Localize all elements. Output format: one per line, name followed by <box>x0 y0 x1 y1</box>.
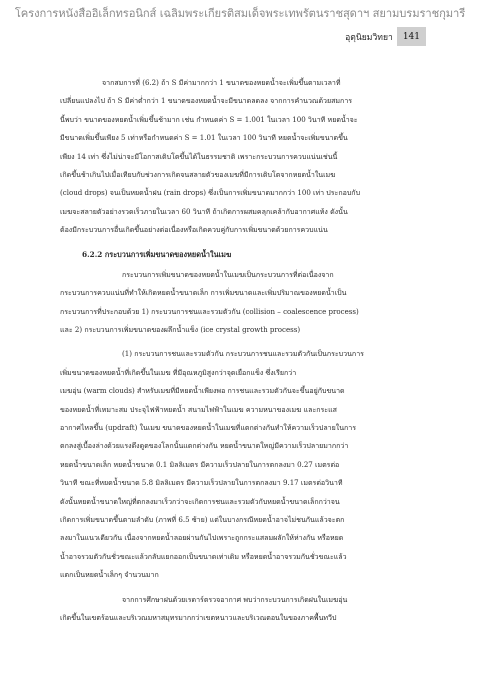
section-heading: 6.2.2 กระบวนการเพิ่มขนาดของหยดน้ำในเมฆ <box>82 249 232 259</box>
paragraph-line: จากการศึกษาฝนด้วยเรดาร์ตรวจอากาศ พบว่ากระบวนการเกิดฝนในเมฆอุ่น <box>122 594 348 604</box>
paragraph-line: เกิดการเพิ่มขนาดขึ้นตามลำดับ (ภาพที่ 6.5 ซ้าย) แต่ในบางกรณีหยดน้ำอาจไม่ชนกันแล้วจะตก <box>60 514 345 524</box>
paragraph-line: กระบวนการควบแน่นที่ทำให้เกิดหยดน้ำขนาดเล็ก การเพิ่มขนาดและเพิ่มปริมาณของหยดน้ำเป็น <box>60 288 347 298</box>
paragraph-line: กระบวนการที่ประกอบด้วย 1) กระบวนการชนและรวมตัวกัน (collision – coalescence process) <box>60 306 359 316</box>
paragraph-line: น้ำอาจรวมตัวกันชั่วขณะแล้วกลับแยกออกเป็นขนาดเท่าเดิม หรือหยดน้ำอาจรวมกันชั่วขณะแล้ว <box>60 551 347 561</box>
paragraph-line: เพียง 14 เท่า ซึ่งไม่น่าจะมีโอกาสเติบโตขึ้นได้ในธรรมชาติ เพราะกระบวนการควบแน่นเช่นนี้ <box>60 151 338 161</box>
paragraph-line: มีขนาดเพิ่มขึ้นเพียง 5 เท่าหรือกำหนดค่า S = 1.01 ในเวลา 100 วินาที หยดน้ำจะเพิ่มขนาดขึ้น <box>60 133 348 143</box>
paragraph-line: นี้พบว่า ขนาดของหยดน้ำเพิ่มขึ้นช้ามาก เช่น กำหนดค่า S = 1.001 ในเวลา 100 วินาที หยดน้ำจะ <box>60 114 358 124</box>
paragraph-line: เพิ่มขนาดของหยดน้ำที่เกิดขึ้นในเมฆ ที่มีอุณหภูมิสูงกว่าจุดเยือกแข็ง ซึ่งเรียกว่า <box>60 367 297 377</box>
paragraph-line: (1) กระบวนการชนและรวมตัวกัน กระบวนการชนและรวมตัวกันเป็นกระบวนการ <box>122 349 364 359</box>
paragraph-3 <box>60 345 420 584</box>
paragraph-line: ลงมาในแนวเดียวกัน เนื่องจากหยดน้ำลอยผ่านกันไปเพราะถูกกระแสลมผลักให้ห่างกัน หรือหยด <box>60 533 344 543</box>
paragraph-line: ตกลงสู่เบื้องล่างด้วยแรงดึงดูดของโลกนั้นแตกต่างกัน หยดน้ำขนาดใหญ่มีความเร็วปลายมากกว่า <box>60 441 349 451</box>
paragraph-line: ดังนั้นหยดน้ำขนาดใหญ่ที่ตกลงมาเร็วกว่าจะเกิดการชนและรวมตัวกับหยดน้ำขนาดเล็กกว่าจน <box>60 496 340 506</box>
paragraph-line: (cloud drops) จนเป็นหยดน้ำฝน (rain drops) ซึ่งเป็นการเพิ่มขนาดมากกว่า 100 เท่า ประกอบกับ <box>60 188 361 198</box>
paragraph-line: เกิดขึ้นในเขตร้อนและบริเวณมหาสมุทรมากกว่าเขตหนาวและบริเวณตอนในของภาคพื้นทวีป <box>60 612 337 622</box>
running-head-title: อุตุนิยมวิทยา <box>345 32 393 43</box>
paragraph-line: ของหยดน้ำที่เหมาะสม ประจุไฟฟ้าหยดน้ำ สนามไฟฟ้าในเมฆ ความหนาของเมฆ และกระแส <box>60 404 337 414</box>
paragraph-line: กระบวนการเพิ่มขนาดของหยดน้ำในเมฆเป็นกระบวนการที่ต่อเนื่องจาก <box>122 269 334 279</box>
paragraph-line: และ 2) กระบวนการเพิ่มขนาดของผลึกน้ำแข็ง (ice crystal growth process) <box>60 325 301 335</box>
paragraph-line: เมฆจะสลายตัวอย่างรวดเร็วภายในเวลา 60 วินาที ถ้าเกิดการผสมคลุกเคล้ากับอากาศแห้ง ดังนั้น <box>60 206 348 216</box>
paragraph-line: เปลี่ยนแปลงไป ถ้า S มีค่าต่ำกว่า 1 ขนาดของหยดน้ำจะมีขนาดลดลง จากการคำนวณด้วยสมการ <box>60 96 353 106</box>
paragraph-2 <box>60 266 420 340</box>
page-body <box>60 74 420 627</box>
paragraph-4 <box>60 591 420 628</box>
book-project-banner: โครงการหนังสืออิเล็กทรอนิกส์ เฉลิมพระเกียรติสมเด็จพระเทพรัตนราชสุดาฯ สยามบรมราชกุมารี <box>14 7 466 20</box>
paragraph-line: จากสมการที่ (6.2) ถ้า S มีค่ามากกว่า 1 ขนาดของหยดน้ำจะเพิ่มขึ้นตามเวลาที่ <box>102 78 341 87</box>
page-number: 141 <box>397 27 426 46</box>
paragraph-line: อากาศไหลขึ้น (updraft) ในเมฆ ขนาดของหยดน้ำในเมฆที่แตกต่างกันทำให้ความเร็วปลายในการ <box>60 423 357 433</box>
paragraph-line: เมฆอุ่น (warm clouds) สำหรับเมฆที่มีหยดน้ำเพียงพอ การชนและรวมตัวกันจะขึ้นอยู่กับขนาด <box>60 386 345 396</box>
paragraph-line: หยดน้ำขนาดเล็ก หยดน้ำขนาด 0.1 มิลลิเมตร มีความเร็วปลายในการตกลงมา 0.27 เมตรต่อ <box>60 459 340 469</box>
paragraph-line: วินาที ขณะที่หยดน้ำขนาด 5.8 มิลลิเมตร มีความเร็วปลายในการตกลงมา 9.17 เมตรต่อวินาที <box>60 478 343 488</box>
paragraph-1 <box>60 74 420 240</box>
paragraph-line: แตกเป็นหยดน้ำเล็กๆ จำนวนมาก <box>60 570 159 580</box>
paragraph-line: ต้องมีกระบวนการอื่นเกิดขึ้นอย่างต่อเนื่องหรือเกิดควบคู่กับการเพิ่มขนาดด้วยการควบแน่น <box>60 225 328 235</box>
paragraph-line: เกิดขึ้นช้าเกินไปเมื่อเทียบกับช่วงการเกิดจนสลายตัวของเมฆที่มีการเติบโตจากหยดน้ำในเมฆ <box>60 169 336 179</box>
running-head <box>345 27 426 46</box>
